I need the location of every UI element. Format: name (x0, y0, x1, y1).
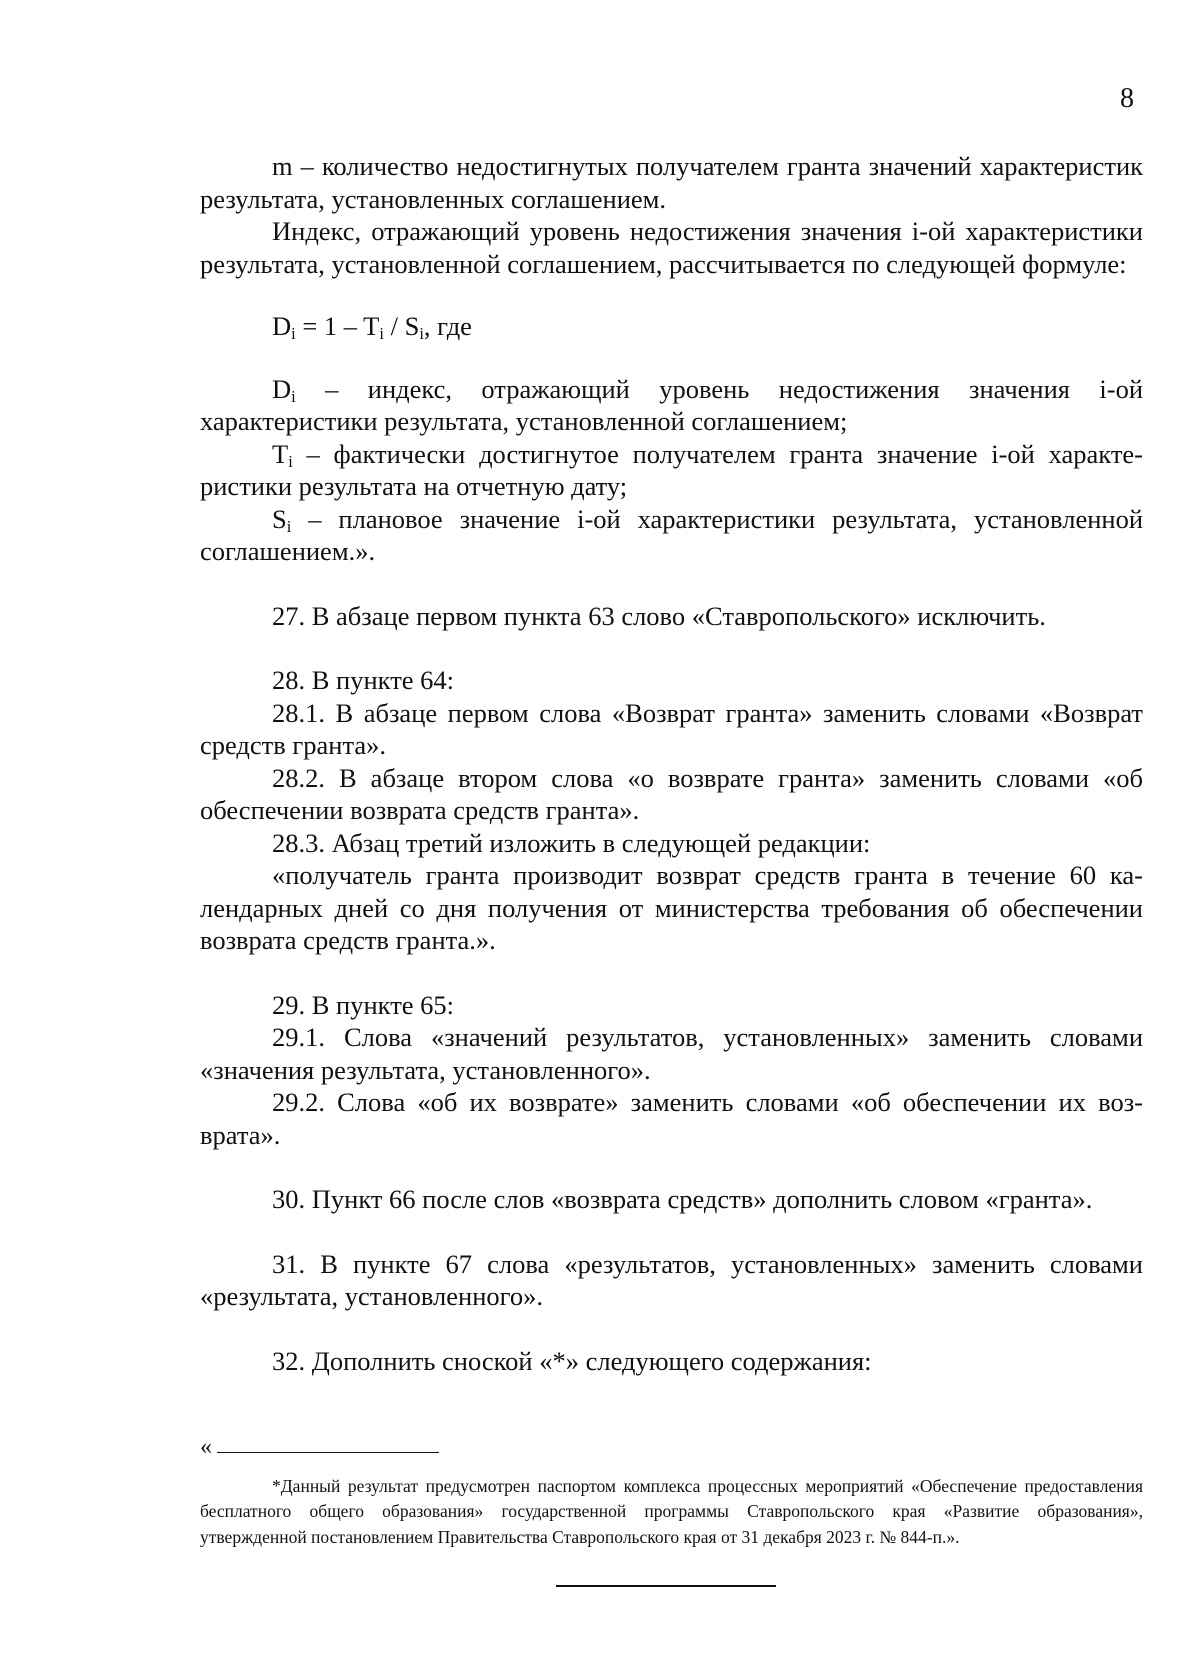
t-subscript: i (288, 451, 293, 471)
letter-s: S (272, 503, 287, 534)
formula-d: D (272, 311, 292, 341)
end-of-page-rule (556, 1585, 776, 1587)
letter-t: T (272, 438, 289, 469)
page-number: 8 (1120, 83, 1134, 114)
s-subscript: i (286, 516, 292, 536)
footnote-separator (217, 1452, 439, 1453)
footnote-text: *Данный результат предусмотрен паспортом комплекса процессных мероприятий «Обеспечение предоставления бесплатного общего образования» государственной программы Ставропольского края «Развитие образования», утвержденной постановлением Правительства Ставропольского края от 31 декабря 2023 г. № 844-п.». (200, 1475, 1143, 1547)
paragraph-m-definition: m – количество недостигнутых получателем гранта значений характеристик результата, установленных соглашением. (200, 151, 1143, 214)
document-body (200, 150, 1143, 1377)
item-32: 32. Дополнить сноской «*» следующего содержания: (272, 1345, 872, 1376)
item-30: 30. Пункт 66 после слов «возврата средств» дополнить словом «гранта». (272, 1184, 1093, 1214)
item-28: 28. В пункте 64: (272, 665, 455, 695)
item-29: 29. В пункте 65: (272, 989, 455, 1020)
item-27: 27. В абзаце первом пункта 63 слово «Ставропольского» исключить. (272, 600, 1046, 631)
d-subscript: i (291, 386, 296, 406)
formula-d-subscript: i (291, 324, 296, 344)
s-definition-text: – плановое значение i-ой характеристики результата, установленной соглашением.». (200, 503, 1143, 566)
formula-tail: , где (423, 311, 472, 341)
formula-slash: / S (383, 311, 420, 341)
footnote-open-quote: « (200, 1434, 212, 1460)
formula-s-subscript: i (419, 324, 424, 344)
paragraph-s-definition (200, 503, 1143, 568)
formula-t-subscript: i (379, 324, 384, 344)
item-29-1: 29.1. Слова «значений результатов, установленных» заменить словами «значения результата, установленного». (200, 1022, 1143, 1085)
formula-eq: = 1 – T (295, 311, 380, 341)
item-31: 31. В пункте 67 слова «результатов, установленных» заменить словами «результата, установленного». (200, 1248, 1143, 1311)
t-definition-text: – фактически достигнутое получателем гранта значение i-ой характеристики результата на отчетную дату; (200, 438, 1143, 501)
item-28-3: 28.3. Абзац третий изложить в следующей редакции: (272, 827, 871, 858)
formula (200, 310, 1143, 343)
item-28-1: 28.1. В абзаце первом слова «Возврат гранта» заменить словами «Возврат средств гранта». (200, 697, 1143, 760)
d-definition-text: – индекс, отражающий уровень недостижения значения i-ой характеристики результата, установленной соглашением; (200, 373, 1143, 436)
paragraph-index-intro: Индекс, отражающий уровень недостижения значения i-ой характеристики результата, установленной соглашением, рассчитывается по следующей формуле: (200, 216, 1143, 279)
item-28-2: 28.2. В абзаце втором слова «о возврате гранта» заменить словами «об обеспечении возврата средств гранта». (200, 762, 1143, 825)
paragraph-d-definition (200, 373, 1143, 438)
paragraph-t-definition (200, 438, 1143, 503)
item-29-2: 29.2. Слова «об их возврате» заменить словами «об обеспечении их возврата». (200, 1087, 1143, 1150)
item-28-3-text: «получатель гранта производит возврат средств гранта в течение 60 календарных дней со дня получения от министерства требования об обеспечении возврата средств гранта.». (200, 860, 1143, 955)
letter-d: D (272, 373, 292, 404)
